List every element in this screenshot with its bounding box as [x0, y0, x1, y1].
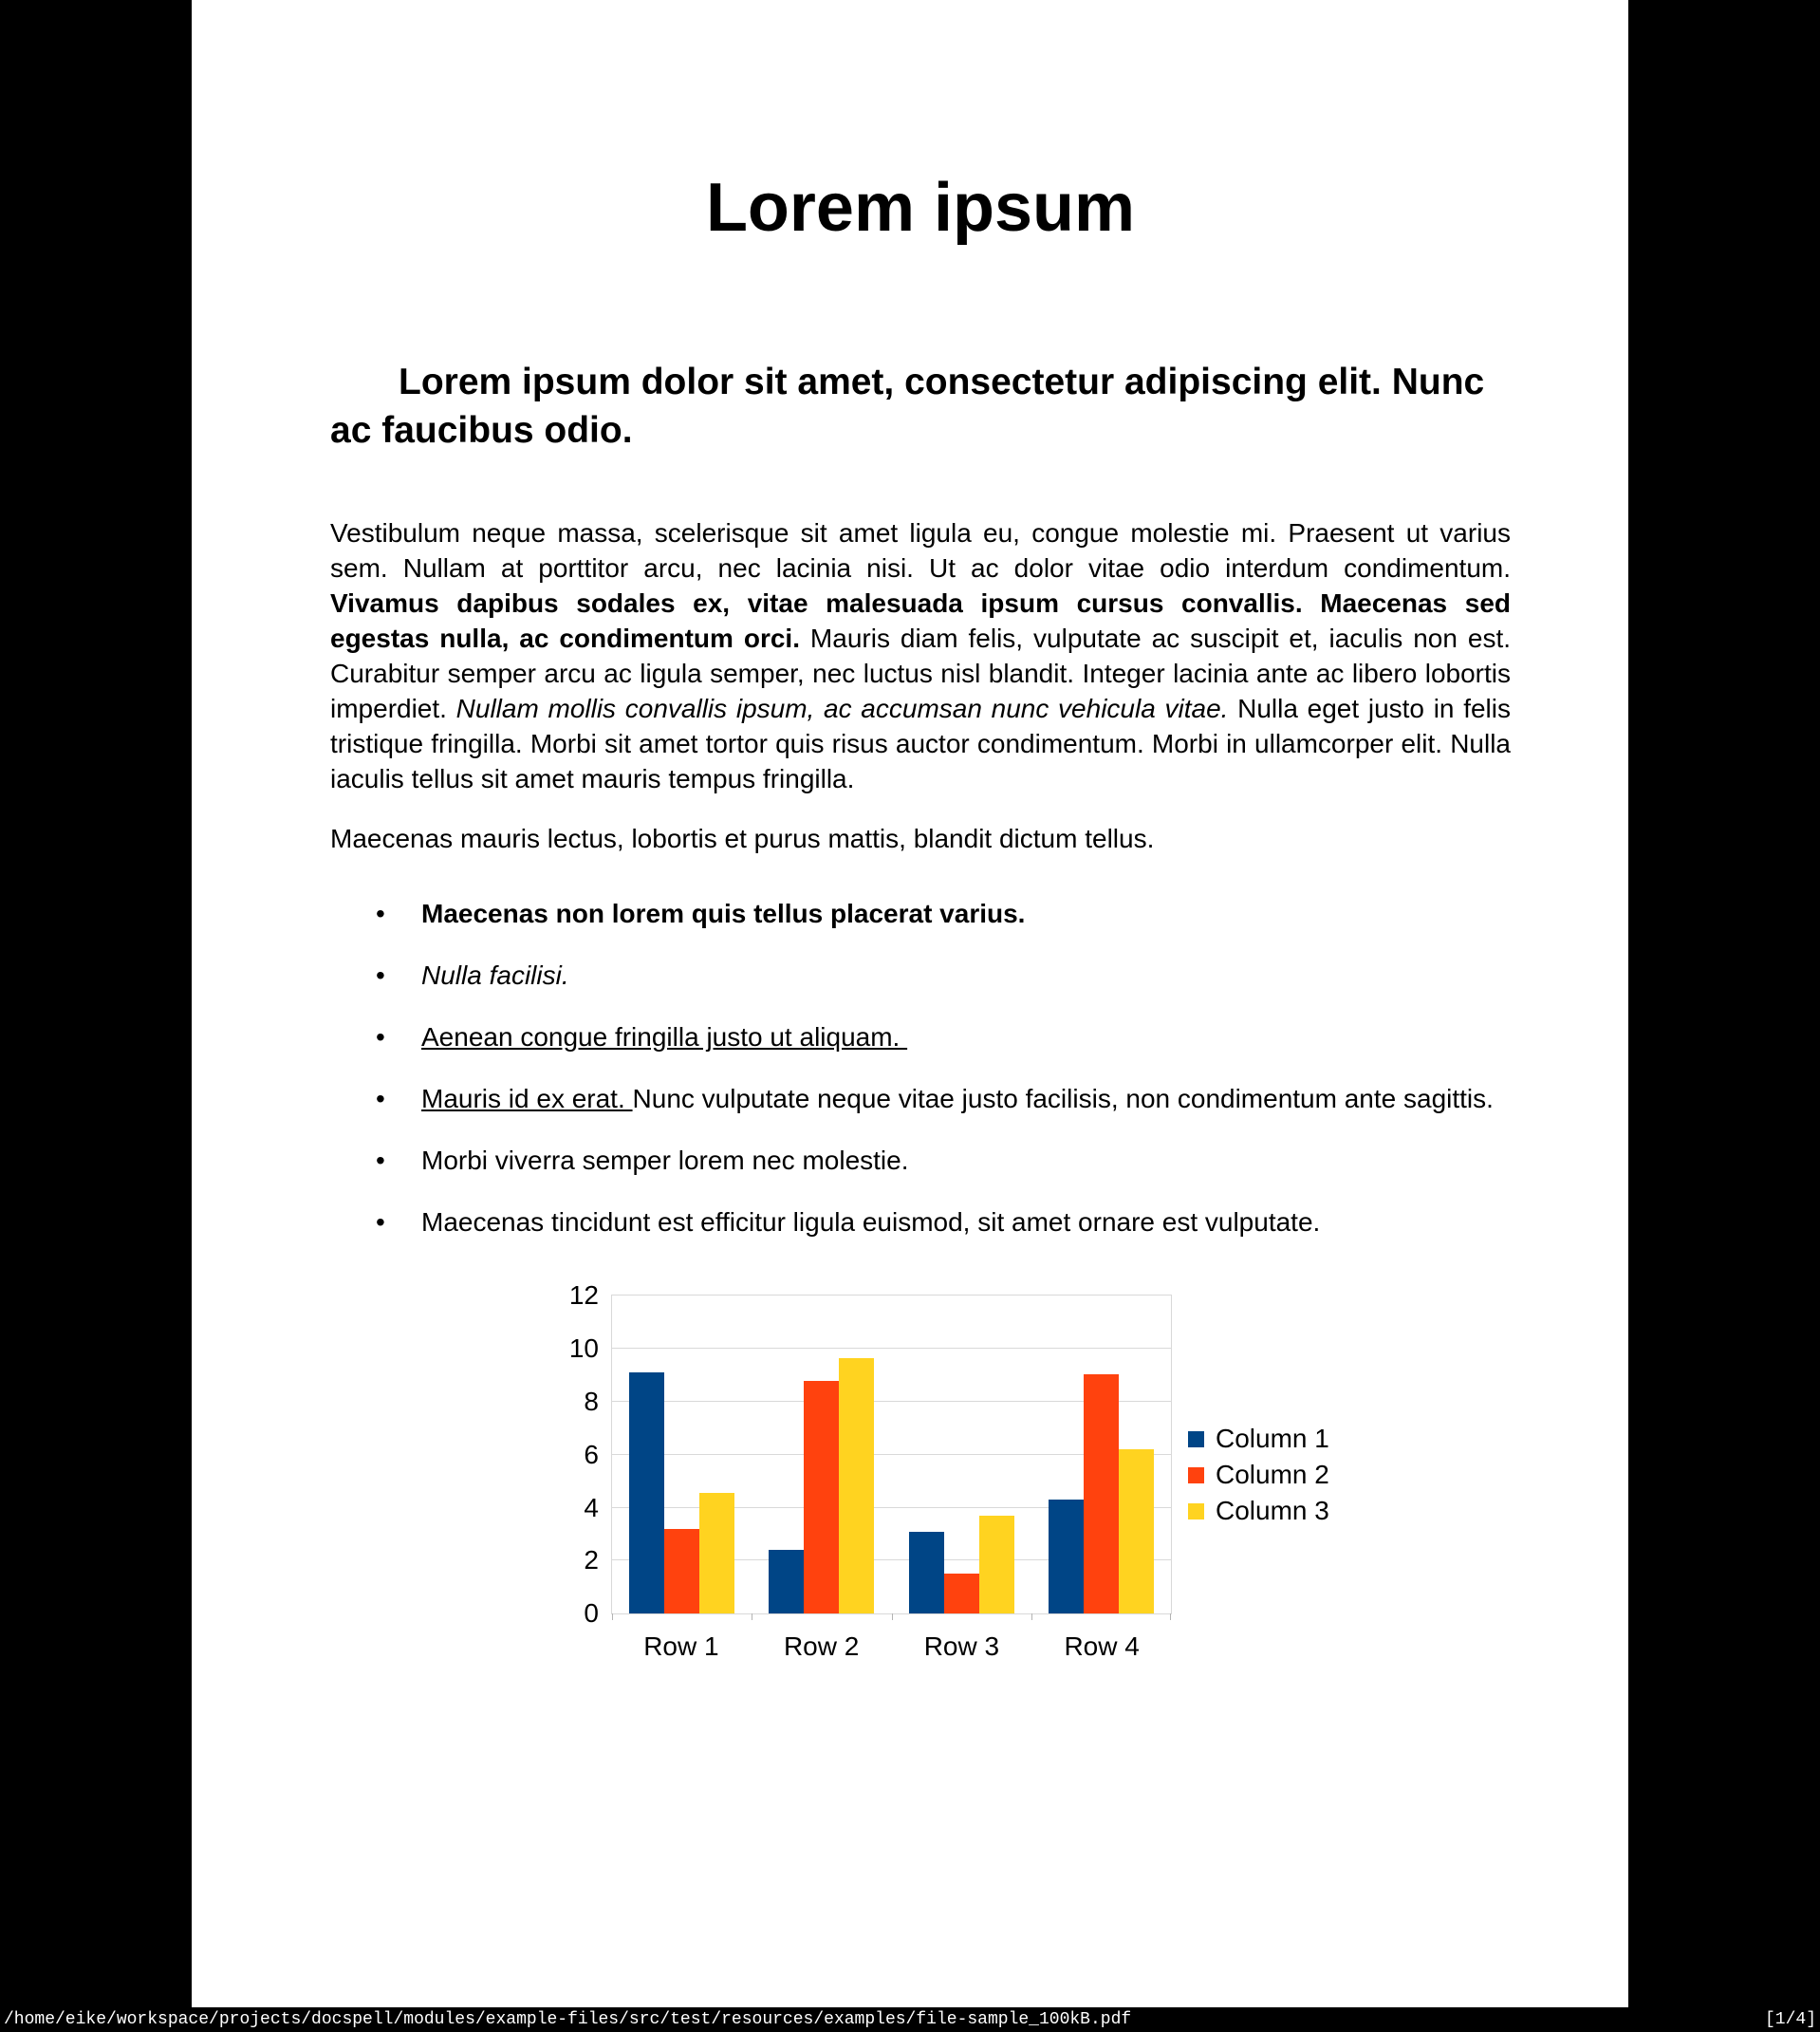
bar-column-2: [944, 1574, 979, 1613]
chart-legend: [1188, 1426, 1329, 1534]
x-axis-labels: [611, 1631, 1172, 1662]
list-item: [330, 1143, 1511, 1178]
bar-column-2: [804, 1381, 839, 1614]
list-item: [330, 1204, 1511, 1240]
y-axis-tick-label: 8: [584, 1386, 599, 1416]
list-item: [330, 958, 1511, 993]
bar-column-3: [839, 1358, 874, 1613]
bullet-icon: •: [376, 1207, 385, 1238]
y-axis-tick-label: 4: [584, 1492, 599, 1522]
x-axis-category-label: Row 2: [783, 1631, 860, 1662]
legend-label: Column 3: [1216, 1496, 1329, 1526]
legend-label: Column 2: [1216, 1460, 1329, 1490]
chart-plot-area: [568, 1280, 1172, 1629]
statusbar-page-indicator: [1/4]: [1764, 2010, 1816, 2029]
list-item-text: Morbi viverra semper lorem nec molestie.: [421, 1146, 909, 1176]
paragraph-bold-text: Vivamus dapibus sodales ex, vitae malesuada ipsum cursus convallis. Maecenas sed egestas nulla, ac condimentum orci.: [330, 588, 1511, 654]
list-item-text: Maecenas tincidunt est efficitur ligula euismod, sit amet ornare est vulputate.: [421, 1207, 1321, 1238]
legend-swatch-icon: [1188, 1431, 1204, 1447]
legend-item: [1188, 1426, 1329, 1452]
x-axis-category-label: Row 3: [923, 1631, 1000, 1662]
bullet-icon: •: [376, 1084, 385, 1114]
bullet-icon: •: [376, 899, 385, 929]
bar-column-3: [979, 1516, 1014, 1613]
bullet-icon: •: [376, 1146, 385, 1176]
bar-area: [612, 1296, 1171, 1613]
list-item-text: Nunc vulputate neque vitae justo facilisis, non condimentum ante sagittis.: [632, 1084, 1494, 1114]
list-item-text: Nulla facilisi.: [421, 960, 569, 991]
legend-item: [1188, 1498, 1329, 1524]
pdf-page: [192, 0, 1628, 2007]
paragraph-italic-text: Nullam mollis convallis ipsum, ac accumsan nunc vehicula vitae.: [455, 694, 1229, 724]
x-axis-tickmark: [892, 1613, 893, 1620]
x-axis-category-label: Row 4: [1064, 1631, 1140, 1662]
bar-column-2: [664, 1529, 699, 1613]
bar-column-3: [1119, 1449, 1154, 1613]
y-axis-tick-label: 0: [584, 1598, 599, 1629]
bar-column-1: [629, 1372, 664, 1613]
legend-swatch-icon: [1188, 1503, 1204, 1519]
list-item-text: Aenean congue fringilla justo ut aliquam.: [421, 1022, 908, 1053]
paragraph-text: Nulla eget justo in felis tristique fringilla. Morbi sit amet tortor quis risus auctor condimentum. Morbi in ullamcorper elit. Nulla iaculis tellus sit amet mauris tempus fringilla.: [330, 694, 1511, 794]
statusbar: [0, 2007, 1820, 2032]
main-paragraph: [330, 515, 1511, 796]
bullet-icon: •: [376, 1022, 385, 1053]
list-item: [330, 1081, 1511, 1116]
legend-label: Column 1: [1216, 1424, 1329, 1454]
list-item-text: Maecenas non lorem quis tellus placerat varius.: [421, 899, 1026, 929]
bar-group: [752, 1296, 891, 1613]
y-axis-tick-label: 6: [584, 1439, 599, 1469]
legend-item: [1188, 1462, 1329, 1488]
x-axis-tickmark: [1170, 1613, 1171, 1620]
bar-column-1: [1049, 1500, 1084, 1613]
y-axis-tick-label: 10: [568, 1333, 599, 1364]
document-title: Lorem ipsum: [705, 170, 1136, 246]
bullet-icon: •: [376, 960, 385, 991]
bar-chart: [330, 1280, 1511, 1712]
bar-column-1: [909, 1532, 944, 1614]
x-axis-category-label: Row 1: [643, 1631, 719, 1662]
bullet-list: [330, 896, 1511, 1240]
y-axis-tick-label: 12: [568, 1280, 599, 1311]
list-item: [330, 896, 1511, 931]
paragraph-text: Vestibulum neque massa, scelerisque sit amet ligula eu, congue molestie mi. Praesent ut varius sem. Nullam at porttitor arcu, nec lacinia nisi. Ut ac dolor vitae odio interdum condimentum.: [330, 518, 1511, 584]
statusbar-file-path: /home/eike/workspace/projects/docspell/modules/example-files/src/test/resources/examples/file-sample_100kB.pdf: [4, 2010, 1132, 2029]
y-axis-tick-label: 2: [584, 1545, 599, 1575]
list-item-underlined-text: Mauris id ex erat.: [421, 1084, 633, 1114]
list-item: [330, 1019, 1511, 1054]
bar-group: [612, 1296, 752, 1613]
x-axis-tickmark: [1031, 1613, 1032, 1620]
bar-group: [892, 1296, 1031, 1613]
secondary-paragraph: Maecenas mauris lectus, lobortis et purus mattis, blandit dictum tellus.: [330, 824, 1155, 854]
x-axis-tickmark: [612, 1613, 613, 1620]
paragraph-text: Mauris diam felis, vulputate ac suscipit et, iaculis non est. Curabitur semper arcu ac ligula semper, nec luctus nisl blandit. Integer lacinia ante ac libero lobortis imperdiet.: [330, 624, 1512, 724]
bar-column-3: [699, 1493, 734, 1613]
page-content: [192, 0, 1628, 1712]
document-subtitle: Lorem ipsum dolor sit amet, consectetur adipiscing elit. Nunc ac faucibus odio.: [330, 362, 1485, 452]
bar-column-1: [769, 1550, 804, 1613]
legend-swatch-icon: [1188, 1467, 1204, 1483]
bar-column-2: [1084, 1374, 1119, 1613]
bar-group: [1031, 1296, 1171, 1613]
